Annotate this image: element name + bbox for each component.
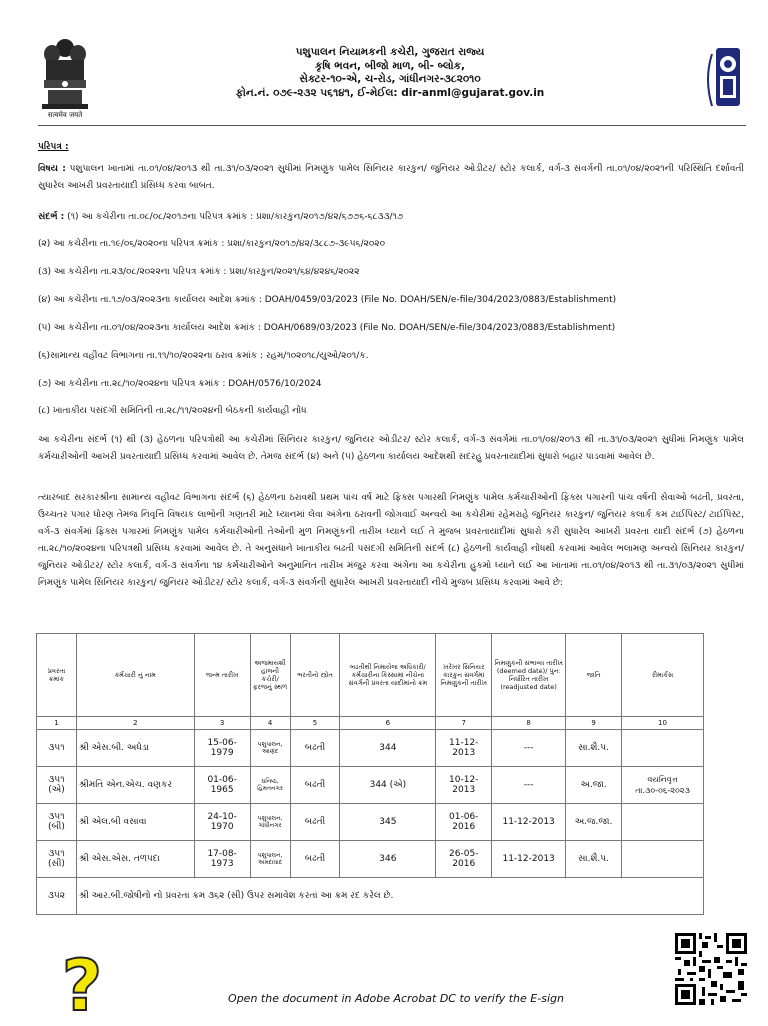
recruitment-source: બઢતી: [290, 841, 340, 878]
column-header: જન્મ તારીખ: [194, 634, 250, 717]
reference-label: સંદર્ભ :: [38, 212, 65, 222]
column-number: 6: [340, 717, 436, 730]
national-emblem-icon: [36, 34, 94, 122]
actual-appointment-date: 10-12-2013: [436, 767, 492, 804]
column-header: બઢતીથી નિમાયેલા અધિકારી/ કર્મચારીના કિસ્સામાં નીચેના સંવર્ગની પ્રવરતા યાદીમાંનો ક્રમ: [340, 634, 436, 717]
office-location: પશુપાલન, અમદાવાદ: [250, 841, 290, 878]
remarks: [622, 841, 704, 878]
deemed-date: 11-12-2013: [492, 841, 566, 878]
circular-heading: પરિપત્ર :: [38, 142, 69, 152]
column-number: 1: [37, 717, 77, 730]
caste: અ.જ.જા.: [566, 804, 622, 841]
header-line-2: કૃષિ ભવન, બીજો માળ, બી- બ્લોક,: [314, 59, 466, 72]
remarks: [622, 730, 704, 767]
qr-code-icon: [675, 932, 747, 1006]
birth-date: 17-08-1973: [194, 841, 250, 878]
subject-text: પશુપાલન ખાતામાં તા.૦૧/૦૪/૨૦૧૩ થી તા.૩૧/૦૩/૨૦૨૧ સુધીમાં નિમણુંક પામેલ સિનિયર કારકુન/ જુનિયર ઓડીટર/ સ્ટોર કલાર્ક, વર્ગ-૩ સંવર્ગની તા.૦૧/૦૪/૨૦૨૧ની પરિસ્થિતિ દર્શાવતી સુધારેલ આખરી પ્રવરતાયાદી પ્રસિધ્ધ કરવા બાબત.: [38, 164, 744, 191]
reference-1: [38, 211, 744, 223]
reference-4: (૪) આ કચેરીના તા.૧૭/૦૩/૨૦૨૩ના કાર્યાલય આદેશ ક્રમાંક : DOAH/0459/03/2023 (File No. DOAH/SEN/e-file/304/2023/0883/Establishment): [38, 295, 617, 305]
column-header: ખરેખર સિનિયર કારકુન સંવર્ગમાં નિમણુંકની તારીખ: [436, 634, 492, 717]
cancellation-note: શ્રી આર.બી.જોષીનો નો પ્રવરતા ક્રમ ૩૬૨ (સી) ઉપર સમાવેશ કરતાં આ ક્રમ રદ કરેલ છે.: [76, 878, 703, 915]
actual-appointment-date: 11-12-2013: [436, 730, 492, 767]
seniority-table: [36, 633, 704, 915]
emblem-caption: सत्यमेव जयते: [47, 111, 83, 119]
caste: સા.શૈ.પ.: [566, 730, 622, 767]
column-header: ભરતીનો સ્ત્રોત: [290, 634, 340, 717]
column-header: પ્રવરતા ક્રમાંક: [37, 634, 77, 717]
column-number: 5: [290, 717, 340, 730]
column-header: કર્મચારી નું નામ: [76, 634, 194, 717]
caste: અ.જા.: [566, 767, 622, 804]
employee-name: શ્રી એસ.એસ. તળપદા: [76, 841, 194, 878]
table-row: [37, 730, 704, 767]
office-location: પશુપાલન, ગાંધીનગર: [250, 804, 290, 841]
actual-appointment-date: 01-06-2016: [436, 804, 492, 841]
seniority-number: ૩૫૧ (એ): [37, 767, 77, 804]
question-mark-icon: [52, 952, 112, 1022]
header-line-4: ફોન.નં. ૦૭૯-૨૩૨ ૫૬૧૪૧, ઈ-મેઈલ: dir-anml@gujarat.gov.in: [235, 86, 545, 99]
birth-date: 15-06-1979: [194, 730, 250, 767]
seniority-number: ૩૫૧: [37, 730, 77, 767]
header-line-3: સેક્ટર-૧૦-એ, ચ-રોડ, ગાંધીનગર-૩૮૨૦૧૦: [299, 73, 481, 85]
table-row-cancelled: [37, 878, 704, 915]
caste: સા.શૈ.પ.: [566, 841, 622, 878]
table-row: [37, 841, 704, 878]
column-number: 3: [194, 717, 250, 730]
actual-appointment-date: 26-05-2016: [436, 841, 492, 878]
recruitment-source: બઢતી: [290, 730, 340, 767]
reference-5: (૫) આ કચેરીના તા.૦૧/૦૪/૨૦૨૩ના કાર્યાલય આદેશ ક્રમાંક : DOAH/0689/03/2023 (File No. DOAH/SEN/e-file/304/2023/0883/Establishment): [38, 323, 616, 333]
subject-paragraph: [38, 161, 744, 195]
column-number: 8: [492, 717, 566, 730]
office-location: ઘનિષ્ઠ, હિંમતનગર: [250, 767, 290, 804]
remarks: [622, 804, 704, 841]
reference-6: (૬)સામાન્ય વહીવટ વિભાગના તા.૧૧/૧૦/૨૦૨૨ના ઠરાવ ક્રમાંક : રહમ/૧૦૨૦૧૮/યુઓ/૨૦૧/ક.: [38, 351, 369, 361]
column-number: 10: [622, 717, 704, 730]
svg-text:?: ?: [61, 952, 103, 1022]
office-header: [230, 46, 550, 100]
reference-2: (૨) આ કચેરીના તા.૧૯/૦૬/૨૦૨૦ના પરિપત્ર ક્રમાંક : પ્રશા/કારકુન/૨૦૧૭/૪૨/૩૮૮૭-૩૯૫૬/૨૦૨૦: [38, 239, 386, 249]
reference-text: (૧) આ કચેરીના તા.૦૮/૦૮/૨૦૧૭ના પરિપત્ર ક્રમાંક : પ્રશા/કારકુન/૨૦૧૭/૪૨/૬૭૭૬-૬૮૩૩/૧૭: [64, 212, 404, 222]
employee-name: શ્રી એસ.બી. અધેડા: [76, 730, 194, 767]
column-header: રીમાર્કસ: [622, 634, 704, 717]
esign-footer-text: Open the document in Adobe Acrobat DC to verify the E-sign: [228, 992, 564, 1005]
column-number: 4: [250, 717, 290, 730]
lower-cadre-seq: 344 (એ): [340, 767, 436, 804]
employee-name: શ્રીમતિ એન.એચ. વણકર: [76, 767, 194, 804]
birth-date: 24-10-1970: [194, 804, 250, 841]
reference-3: (૩) આ કચેરીના તા.૨૩/૦૮/૨૦૨૨ના પરિપત્ર ક્રમાંક : પ્રશા/કારકુન/૨૦૨૧/૬૪/૪૨૪૬/૨૦૨૨: [38, 267, 360, 277]
deemed-date: 11-12-2013: [492, 804, 566, 841]
recruitment-source: બઢતી: [290, 804, 340, 841]
reference-8: (૮) ખાતાકીય પસંદગી સમિતિની તા.૨૮/૧૧/૨૦૨૪ની બેઠકની કાર્યવાહી નોંધ: [38, 406, 307, 416]
recruitment-source: બઢતી: [290, 767, 340, 804]
reference-7: (૭) આ કચેરીના તા.૨૮/૧૦/૨૦૨૪ના પરિપત્ર ક્રમાંક : DOAH/0576/10/2024: [38, 379, 322, 389]
column-header: નિમણુંકની સંભાવ્ય તારીખ (deemed date)/ પુનઃ નિર્ધારિત તારીખ (readjusted date): [492, 634, 566, 717]
header-line-1: પશુપાલન નિયામકની કચેરી, ગુજરાત રાજ્ય: [295, 46, 485, 58]
lower-cadre-seq: 344: [340, 730, 436, 767]
seniority-number: ૩૫૧ (બી): [37, 804, 77, 841]
column-header: જાતિ: [566, 634, 622, 717]
lower-cadre-seq: 346: [340, 841, 436, 878]
column-number: 7: [436, 717, 492, 730]
office-location: પશુપાલન, આણંદ: [250, 730, 290, 767]
table-row: [37, 804, 704, 841]
lower-cadre-seq: 345: [340, 804, 436, 841]
column-header: અજમાયશી હાલની કચેરી/ફરજનું સ્થળ: [250, 634, 290, 717]
column-number-row: [37, 717, 704, 730]
table-header-row: [37, 634, 704, 717]
body-paragraph-2: ત્યારબાદ સરકારશ્રીના સામાન્ય વહીવટ વિભાગના સંદર્ભ (૬) હેઠળના ઠરાવથી પ્રથમ પાંચ વર્ષ માટે ફિક્સ પગારથી નિમણુંક પામેલ કર્મચારીઓની ફિક્સ પગારની પાંચ વર્ષની સેવાઓ બઢતી, પ્રવરતા, ઉચ્ચતર પગાર ધોરણ તેમજ નિવૃત્તિ વિષયક લાભોની ગણતરી માટે ધ્યાનમાં લેવા અંગેના ઠરાવની જોગવાઈ અન્વયે આ કચેરીમાં રહેમરાહે જુનિયર કારકુન/ જુનિયર કલાર્ક કમ ટાઈપિસ્ટ/ ટાઈપિસ્ટ, વર્ગ-૩ સંવર્ગમાં ફિક્સ પગારમાં નિમણુંક પામેલ કર્મચારીઓની તેઓની મુળ નિમણુંકની તારીખ ધ્યાને લઈ તે મુજબ પ્રવરતાયાદીમાં સુધારો કરી સુધારેલ આખરી પ્રવરતા યાદી સંદર્ભ (૭) હેઠળના તા.૨૮/૧૦/૨૦૨૪ના પરિપત્રથી પ્રસિધ્ધ કરવામાં આવેલ છે. તે અનુસંધાને ખાતાકીય બઢતી પસંદગી સમિતિની સંદર્ભ (૮) હેઠળની કાર્યવાહી નોંધથી કરવામાં આવેલ ભલામણ અન્વયે સિનિયર કારકુન/ જુનિયર ઓડીટર/ સ્ટોર કલાર્ક, વર્ગ-૩ સંવર્ગના ૧૪ કર્મચારીઓને અનુમાનિત તારીખ મંજુર કરવા અંગેના આ કચેરીના હુકમો ધ્યાને લઈ આ ખાતામાં તા.૦૧/૦૪/૨૦૧૩ થી તા.૩૧/૦૩/૨૦૨૧ સુધીમાં નિમણુંક પામેલ સિનિયર કારકુન/ જુનિયર ઓડીટર/ સ્ટોર કલાર્ક, વર્ગ-૩ સંવર્ગની સુધારેલ આખરી પ્રવરતાયાદી નીચે મુજબ પ્રસિધ્ધ કરવામાં આવે છે:: [38, 493, 744, 588]
body-paragraph-1: આ કચેરીના સંદર્ભ (૧) થી (૩) હેઠળના પરિપત્રોથી આ કચેરીમાં સિનિયર કારકુન/ જુનિયર ઓડીટર/ સ્ટોર કલાર્ક, વર્ગ-૩ સંવર્ગમાં તા.૦૧/૦૪/૨૦૧૩ થી તા.૩૧/૦૩/૨૦૨૧ સુધીમાં નિમણુંક પામેલ કર્મચારીઓની આખરી પ્રવરતાયાદી પ્રસિધ્ધ કરવામાં આવેલ છે. તેમજ સંદર્ભ (૪) અને (૫) હેઠળના કાર્યાલય આદેશથી સદરહુ પ્રવરતાયાદીમાં સુધારો બહાર પાડવામાં આવેલ છે.: [38, 435, 744, 462]
deemed-date: ---: [492, 730, 566, 767]
animal-husbandry-logo-icon: [694, 44, 746, 114]
column-number: 9: [566, 717, 622, 730]
employee-name: શ્રી એલ.બી વસાવા: [76, 804, 194, 841]
table-row: [37, 767, 704, 804]
deemed-date: ---: [492, 767, 566, 804]
subject-label: વિષય :: [38, 164, 66, 174]
seniority-number: ૩૫૧ (સી): [37, 841, 77, 878]
seniority-number: ૩૫૨: [37, 878, 77, 915]
column-number: 2: [76, 717, 194, 730]
birth-date: 01-06-1965: [194, 767, 250, 804]
header-divider: [38, 125, 746, 126]
remarks: વયનિવૃત્ત તા.૩૦-૦૬-૨૦૨૩: [622, 767, 704, 804]
